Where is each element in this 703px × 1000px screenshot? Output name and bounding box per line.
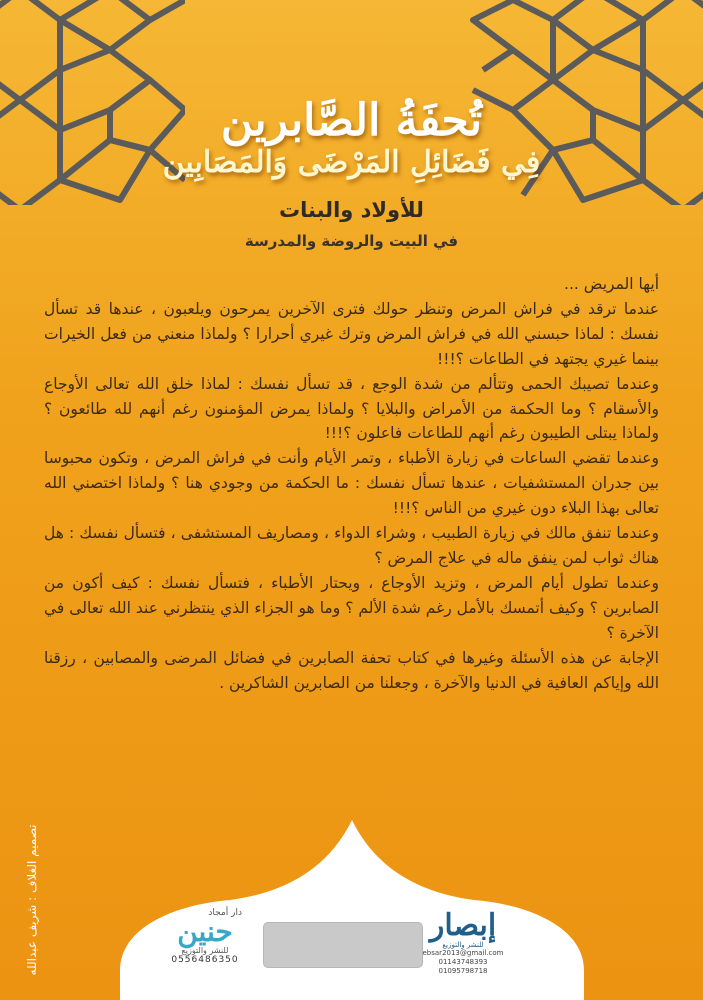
paragraph: عندما ترقد في فراش المرض وتنظر حولك فترى الآخرين يمرحون ويلعبون ، عندها قد تسأل نفسك : لماذا حبسني الله في فراش المرض وترك غيري أحرارا ؟ ولماذا منعني من فعل الخيرات بينما غيري يجتهد في الطاعات ؟!!! [44, 299, 659, 368]
hanin-top-text: دار أمجاد [208, 908, 242, 918]
paragraph: وعندما تنفق مالك في زيارة الطبيب ، وشراء الدواء ، ومصاريف المستشفى ، فتسأل نفسك : هل هناك ثواب لمن ينفق ماله في علاج المرض ؟ [44, 524, 659, 567]
absar-sub: للنشر والتوزيع [442, 941, 484, 949]
audience-line: للأولاد والبنات [279, 198, 424, 222]
paragraph: وعندما تقضي الساعات في زيارة الأطباء ، وتمر الأيام وأنت في فراش المرض ، وتكون محبوسا بين جدران المستشفيات ، عندها تسأل نفسك : ما الحكمة من وجودي هنا ؟ ولماذا اختصني الله تعالى بهذا البلاء دون غيري من الناس ؟!!! [44, 449, 659, 518]
design-credit-text: تصميم الغلاف : شريف عبدالله [25, 824, 39, 976]
book-subtitle: فِي فَضَائِلِ المَرْضَى وَالمَصَابِين [162, 145, 541, 180]
absar-email: ebsar2013@gmail.com [422, 949, 504, 957]
book-title: تُحفَةُ الصَّابرين [220, 95, 483, 146]
paragraph: وعندما تطول أيام المرض ، وتزيد الأوجاع ، ويحتار الأطباء ، فتسأل نفسك : كيف أكون من الصابرين ؟ وكيف أتمسك بالأمل رغم شدة الألم ؟ وما هو الجزاء الذي ينتظرني عند الله تعالى في الآخرة ؟ [44, 573, 659, 642]
paragraph: أيها المريض ... [564, 275, 659, 293]
hanin-sub: للنشر والتوزيع [181, 946, 229, 955]
absar-name: إبصار [429, 908, 497, 943]
hanin-phone: 0556486350 [171, 955, 239, 965]
absar-phone-1: 01143748393 [438, 958, 488, 966]
publisher-logo-absar [418, 905, 508, 985]
back-cover-text [44, 272, 659, 695]
paragraph: الإجابة عن هذه الأسئلة وغيرها في كتاب تحفة الصابرين في فضائل المرضى والمصابين ، رزقنا الله وإياكم العافية في الدنيا والآخرة ، وجعلنا من الصابرين الشاكرين . [44, 648, 659, 692]
absar-phone-2: 01095798718 [438, 967, 488, 975]
barcode-placeholder [263, 922, 423, 968]
place-line: في البيت والروضة والمدرسة [244, 232, 459, 250]
bottom-dome-shape [0, 820, 703, 1000]
hanin-name: حنين [177, 915, 233, 948]
publisher-logo-hanin [160, 908, 250, 980]
paragraph: وعندما تصيبك الحمى وتتألم من شدة الوجع ، قد تسأل نفسك : لماذا خلق الله تعالى الأوجاع والأسقام ؟ وما الحكمة من الأمراض والبلايا ؟ ولماذا يمرض المؤمنون رغم أنهم لله طائعون ؟ ولماذا يبتلى الطيبون رغم أنهم للطاعات فاعلون ؟!!! [44, 374, 659, 443]
